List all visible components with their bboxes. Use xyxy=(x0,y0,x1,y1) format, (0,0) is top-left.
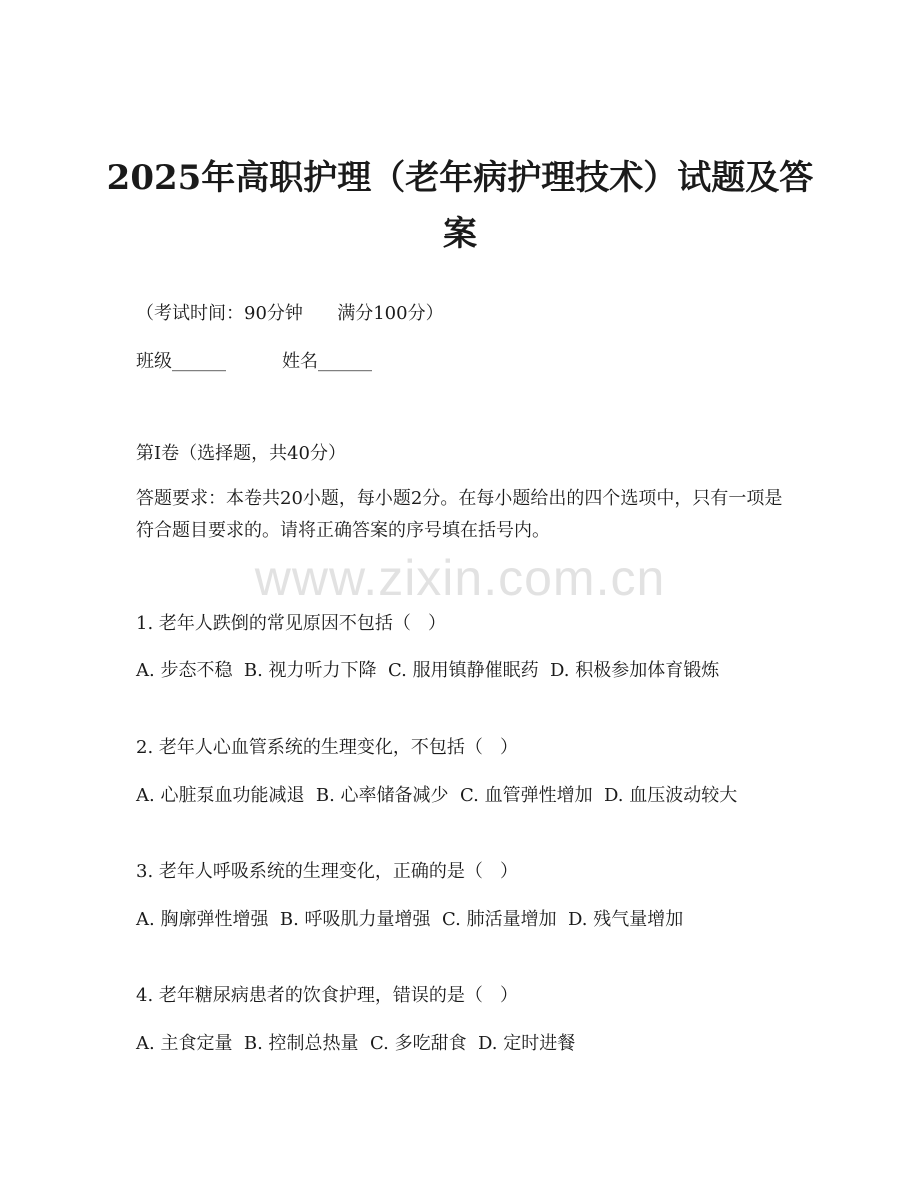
section-header: 第Ⅰ卷（选择题，共40分） xyxy=(136,443,347,464)
document-title: 2025年高职护理（老年病护理技术）试题及答案 xyxy=(106,158,814,254)
question-options: A. 胸廓弹性增强 B. 呼吸肌力量增强 C. 肺活量增加 D. 残气量增加 xyxy=(136,909,684,930)
question-stem: 2. 老年人心血管系统的生理变化，不包括（ ） xyxy=(136,737,519,758)
question-stem: 4. 老年糖尿病患者的饮食护理，错误的是（ ） xyxy=(136,985,519,1006)
question-options: A. 步态不稳 B. 视力听力下降 C. 服用镇静催眠药 D. 积极参加体育锻炼 xyxy=(136,660,720,681)
question-stem: 3. 老年人呼吸系统的生理变化，正确的是（ ） xyxy=(136,861,519,882)
question-options: A. 主食定量 B. 控制总热量 C. 多吃甜食 D. 定时进餐 xyxy=(136,1033,576,1054)
exam-info: （考试时间：90分钟 满分100分） xyxy=(136,303,444,324)
name-label: 姓名______ xyxy=(282,351,372,372)
class-label: 班级______ xyxy=(136,351,226,372)
watermark: www.zixin.com.cn xyxy=(254,550,666,606)
instructions: 答题要求：本卷共20小题，每小题2分。在每小题给出的四个选项中，只有一项是符合题目要求的。请将正确答案的序号填在括号内。 xyxy=(136,488,783,541)
class-name-row xyxy=(136,346,786,378)
question-stem: 1. 老年人跌倒的常见原因不包括（ ） xyxy=(136,613,447,634)
question-options: A. 心脏泵血功能减退 B. 心率储备减少 C. 血管弹性增加 D. 血压波动较大 xyxy=(136,785,738,806)
